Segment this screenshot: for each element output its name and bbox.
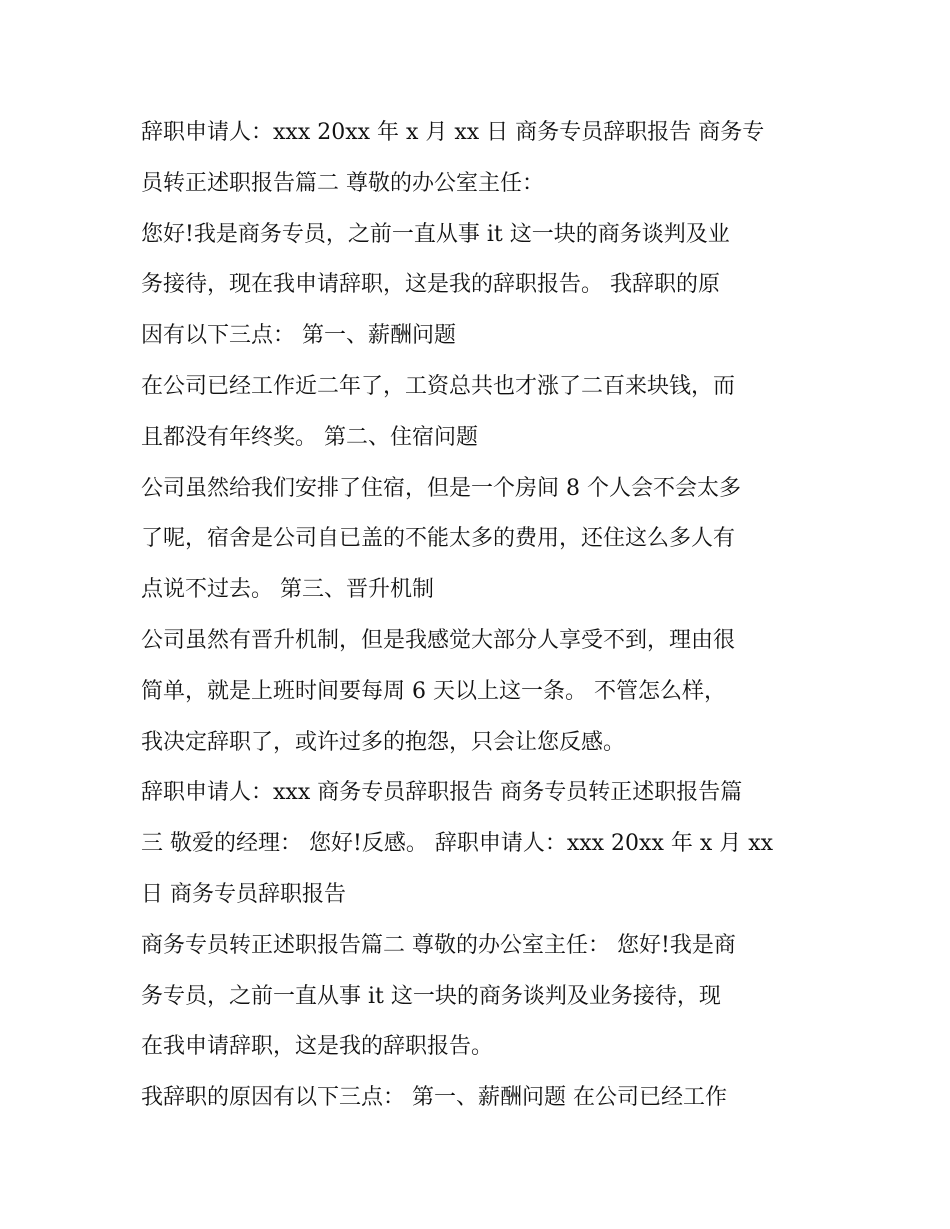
text-line: 务专员，之前一直从事 it 这一块的商务谈判及业务接待，现	[141, 983, 721, 1009]
text-line: 公司虽然有晋升机制，但是我感觉大部分人享受不到，理由很	[141, 627, 736, 653]
text-line: 您好!我是商务专员，之前一直从事 it 这一块的商务谈判及业	[141, 221, 730, 247]
text-line: 三 敬爱的经理： 您好!反感。 辞职申请人：xxx 20xx 年 x 月 xx	[141, 831, 774, 857]
text-line: 了呢，宿舍是公司自已盖的不能太多的费用，还住这么多人有	[141, 526, 736, 552]
text-line: 辞职申请人：xxx 20xx 年 x 月 xx 日 商务专员辞职报告 商务专	[141, 120, 765, 145]
text-line: 因有以下三点： 第一、薪酬问题	[141, 323, 456, 349]
text-line: 员转正述职报告篇二 尊敬的办公室主任：	[141, 170, 544, 196]
text-line: 我辞职的原因有以下三点： 第一、薪酬问题 在公司已经工作	[141, 1085, 727, 1111]
text-line: 我决定辞职了，或许过多的抱怨，只会让您反感。	[141, 729, 626, 755]
text-line: 公司虽然给我们安排了住宿，但是一个房间 8 个人会不会太多	[141, 475, 741, 501]
document-body	[141, 108, 821, 1124]
text-line: 务接待，现在我申请辞职，这是我的辞职报告。 我辞职的原	[141, 272, 720, 298]
text-line: 点说不过去。 第三、晋升机制	[141, 577, 434, 603]
text-line: 且都没有年终奖。 第二、住宿问题	[141, 424, 478, 450]
text-line: 商务专员转正述职报告篇二 尊敬的办公室主任： 您好!我是商	[141, 932, 736, 958]
text-line: 在我申请辞职，这是我的辞职报告。	[141, 1034, 494, 1060]
text-line: 日 商务专员辞职报告	[141, 881, 346, 907]
text-line: 简单，就是上班时间要每周 6 天以上这一条。 不管怎么样，	[141, 678, 726, 704]
text-line: 辞职申请人：xxx 商务专员辞职报告 商务专员转正述职报告篇	[141, 780, 743, 806]
text-line: 在公司已经工作近二年了，工资总共也才涨了二百来块钱，而	[141, 373, 736, 399]
